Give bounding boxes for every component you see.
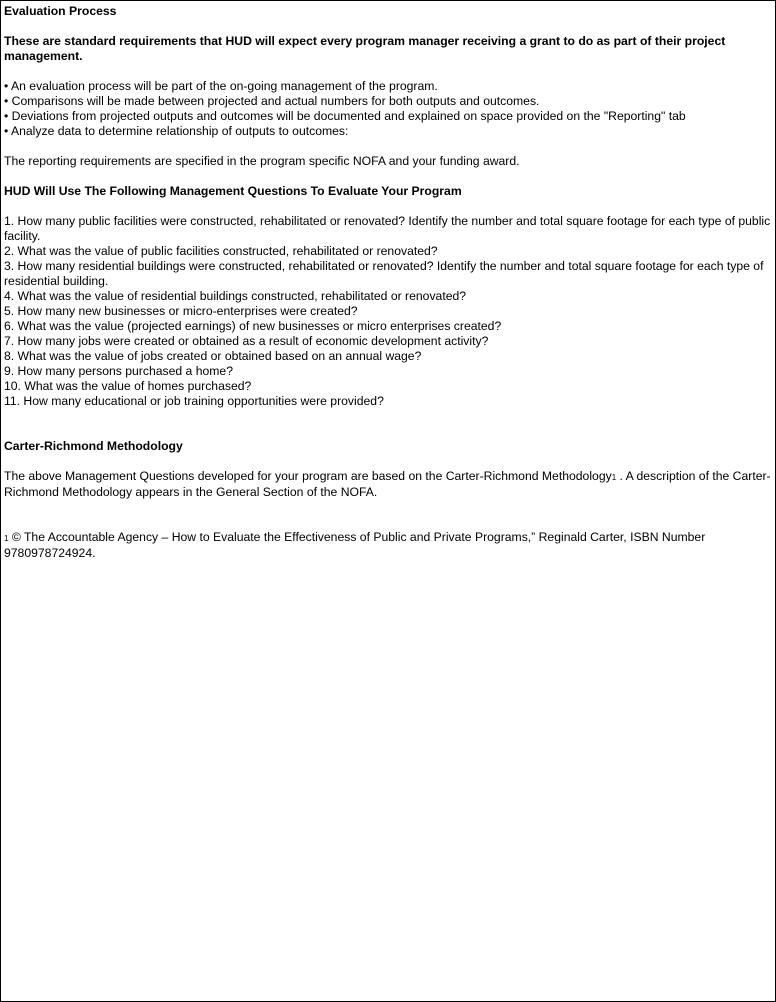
bullet-list [4, 79, 772, 139]
spacer [4, 169, 772, 184]
spacer [4, 424, 772, 439]
list-item [4, 94, 772, 109]
questions-list [4, 214, 772, 409]
methodology-text-part: . A description of the Carter-Richmond Methodology appears in the General Section of the NOFA. [4, 469, 771, 499]
intro-text: These are standard requirements that HUD will expect every program manager receiving a grant to do as part of their project management. [4, 34, 726, 63]
methodology-text-part: The above Management Questions developed for your program are based on the Carter-Richmond Methodology [4, 469, 612, 483]
bullet-icon: • [4, 79, 9, 93]
question-item: 3. How many residential buildings were constructed, rehabilitated or renovated? Identify the number and total square footage for each type of residential building. [4, 259, 764, 288]
question-item: 6. What was the value (projected earnings) of new businesses or micro enterprises created? [4, 319, 502, 333]
bullet-text: Deviations from projected outputs and outcomes will be documented and explained on space provided on the "Reporting" tab [11, 109, 686, 123]
bullet-icon: • [4, 109, 9, 123]
spacer [4, 199, 772, 214]
reporting-note: The reporting requirements are specified in the program specific NOFA and your funding award. [4, 154, 520, 168]
spacer [4, 500, 772, 515]
spacer [4, 64, 772, 79]
footnote-marker: 1 [611, 473, 617, 482]
document-content [4, 4, 772, 561]
question-item: 11. How many educational or job training opportunities were provided? [4, 394, 384, 408]
bullet-text: An evaluation process will be part of the on-going management of the program. [11, 79, 438, 93]
question-item: 7. How many jobs were created or obtained as a result of economic development activity? [4, 334, 489, 348]
list-item [4, 79, 772, 94]
bullet-icon: • [4, 124, 9, 138]
question-item: 1. How many public facilities were constructed, rehabilitated or renovated? Identify the number and total square footage for each type of public facility. [4, 214, 771, 243]
question-item: 8. What was the value of jobs created or obtained based on an annual wage? [4, 349, 422, 363]
methodology-text [4, 469, 772, 500]
bullet-icon: • [4, 94, 9, 108]
spacer [4, 409, 772, 424]
spacer [4, 139, 772, 154]
bullet-text: Analyze data to determine relationship of outputs to outcomes: [11, 124, 349, 138]
bullet-text: Comparisons will be made between projected and actual numbers for both outputs and outcomes. [11, 94, 540, 108]
methodology-heading: Carter-Richmond Methodology [4, 439, 183, 453]
spacer [4, 515, 772, 530]
footnote-text: © The Accountable Agency – How to Evaluate the Effectiveness of Public and Private Programs,” Reginald Carter, ISBN Number 9780978724924. [4, 530, 706, 560]
list-item [4, 109, 772, 124]
question-item: 9. How many persons purchased a home? [4, 364, 233, 378]
footnote-marker: 1 [4, 534, 9, 543]
footnote [4, 530, 772, 561]
questions-heading: HUD Will Use The Following Management Questions To Evaluate Your Program [4, 184, 462, 198]
spacer [4, 454, 772, 469]
list-item [4, 124, 772, 139]
question-item: 2. What was the value of public facilities constructed, rehabilitated or renovated? [4, 244, 438, 258]
spacer [4, 19, 772, 34]
page-title: Evaluation Process [4, 4, 117, 18]
question-item: 4. What was the value of residential buildings constructed, rehabilitated or renovated? [4, 289, 467, 303]
question-item: 5. How many new businesses or micro-enterprises were created? [4, 304, 358, 318]
question-item: 10. What was the value of homes purchased? [4, 379, 252, 393]
